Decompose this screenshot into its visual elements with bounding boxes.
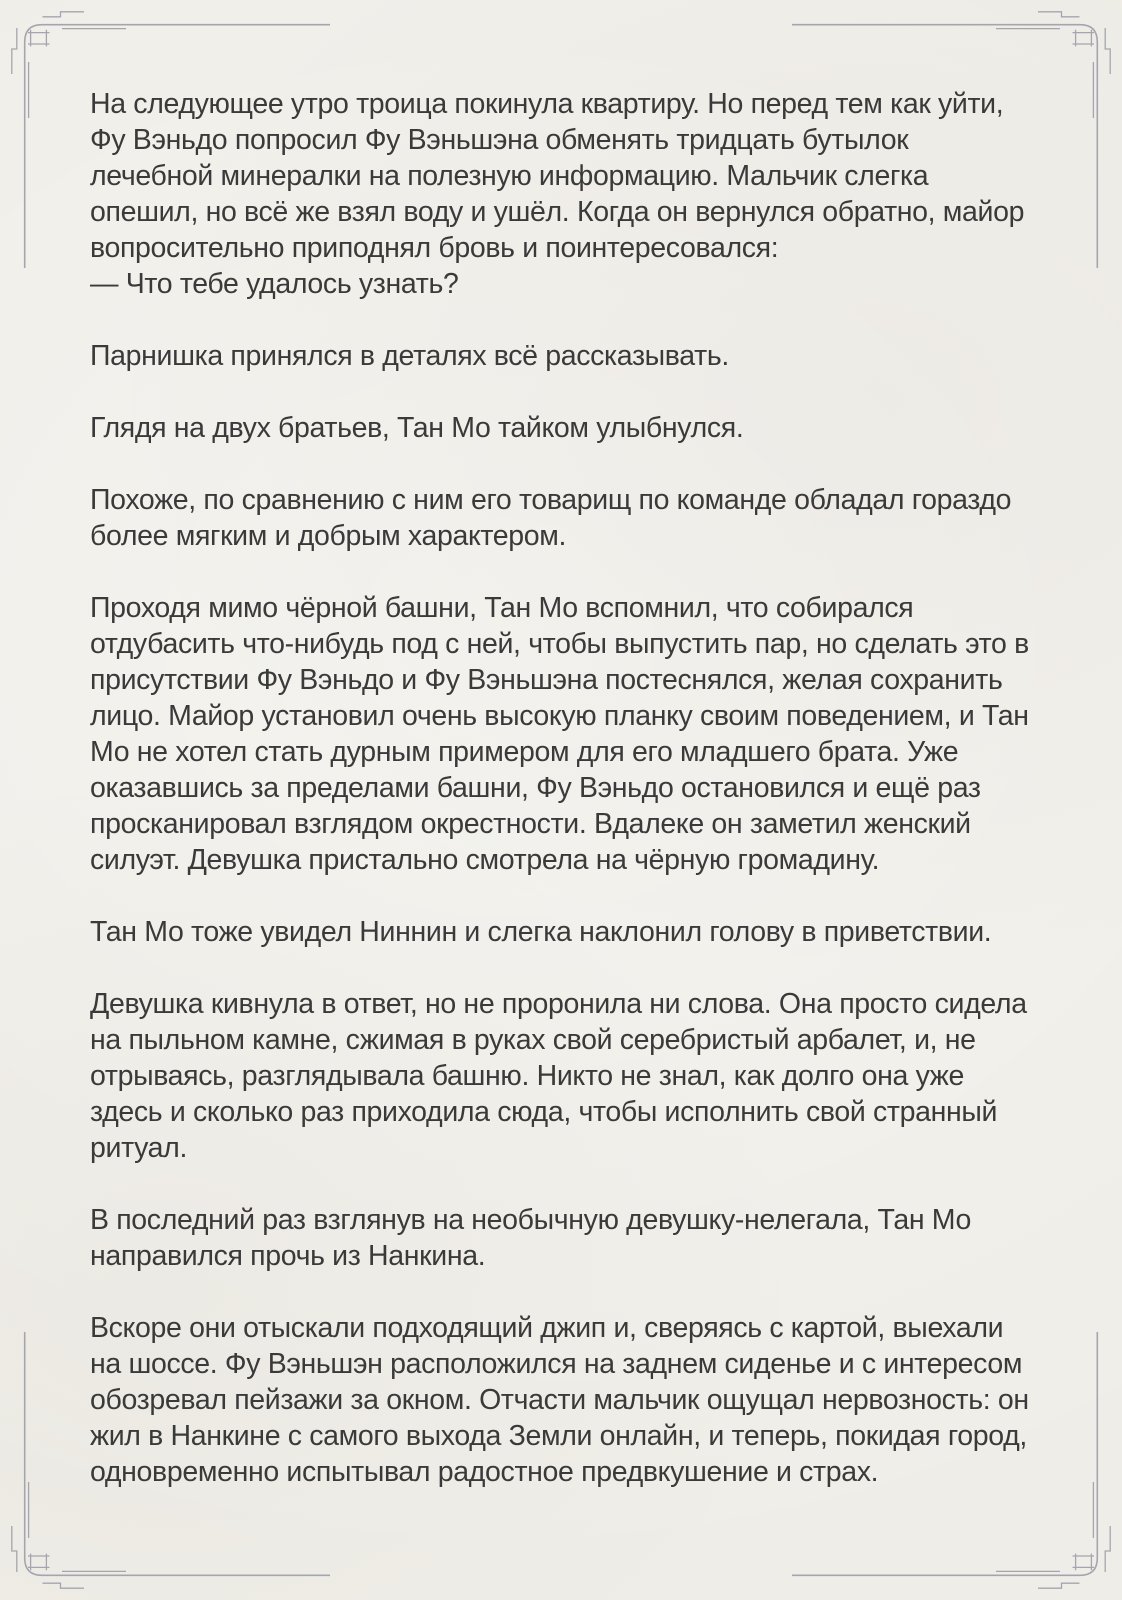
paragraph-text: На следующее утро троица покинула квартиру. Но перед тем как уйти, Фу Вэньдо попросил Фу Вэньшэна обменять тридцать бутылок лечебной минералки на полезную информацию. Мальчик слегка опешил, но всё же взял воду и ушёл. Когда он вернулся обратно, майор вопросительно приподнял бровь и поинтересовался: — [90, 88, 1025, 264]
dialogue-line: — Что тебе удалось узнать? — [90, 268, 459, 300]
paragraph: В последний раз взглянув на необычную девушку-нелегала, Тан Мо направился прочь из Нанкина. — [90, 1204, 972, 1272]
paragraph: Похоже, по сравнению с ним его товарищ по команде обладал гораздо более мягким и добрым характером. — [90, 484, 1012, 552]
paragraph: Парнишка принялся в деталях всё рассказывать. — [90, 340, 729, 372]
page-text — [90, 86, 1036, 1490]
paragraph: Девушка кивнула в ответ, но не проронила ни слова. Она просто сидела на пыльном камне, сжимая в руках свой серебристый арбалет, и, не отрываясь, разглядывала башню. Никто не знал, как долго она уже здесь и сколько раз приходила сюда, чтобы исполнить свой странный ритуал. — [90, 988, 1027, 1164]
paragraph: Проходя мимо чёрной башни, Тан Мо вспомнил, что собирался отдубасить что-нибудь под с ней, чтобы выпустить пар, но сделать это в присутствии Фу Вэньдо и Фу Вэньшэна постеснялся, желая сохранить лицо. Майор установил очень высокую планку своим поведением, и Тан Мо не хотел стать дурным примером для его младшего брата. Уже оказавшись за пределами башни, Фу Вэньдо остановился и ещё раз просканировал взглядом окрестности. Вдалеке он заметил женский силуэт. Девушка пристально смотрела на чёрную громадину. — [90, 592, 1029, 876]
paragraph: Вскоре они отыскали подходящий джип и, сверяясь с картой, выехали на шоссе. Фу Вэньшэн расположился на заднем сиденье и с интересом обозревал пейзажи за окном. Отчасти мальчик ощущал нервозность: он жил в Нанкине с самого выхода Земли онлайн, и теперь, покидая город, одновременно испытывал радостное предвкушение и страх. — [90, 1312, 1029, 1488]
paragraph: Тан Мо тоже увидел Ниннин и слегка наклонил голову в приветствии. — [90, 916, 992, 948]
paragraph — [90, 86, 1036, 302]
paragraph: Глядя на двух братьев, Тан Мо тайком улыбнулся. — [90, 412, 744, 444]
